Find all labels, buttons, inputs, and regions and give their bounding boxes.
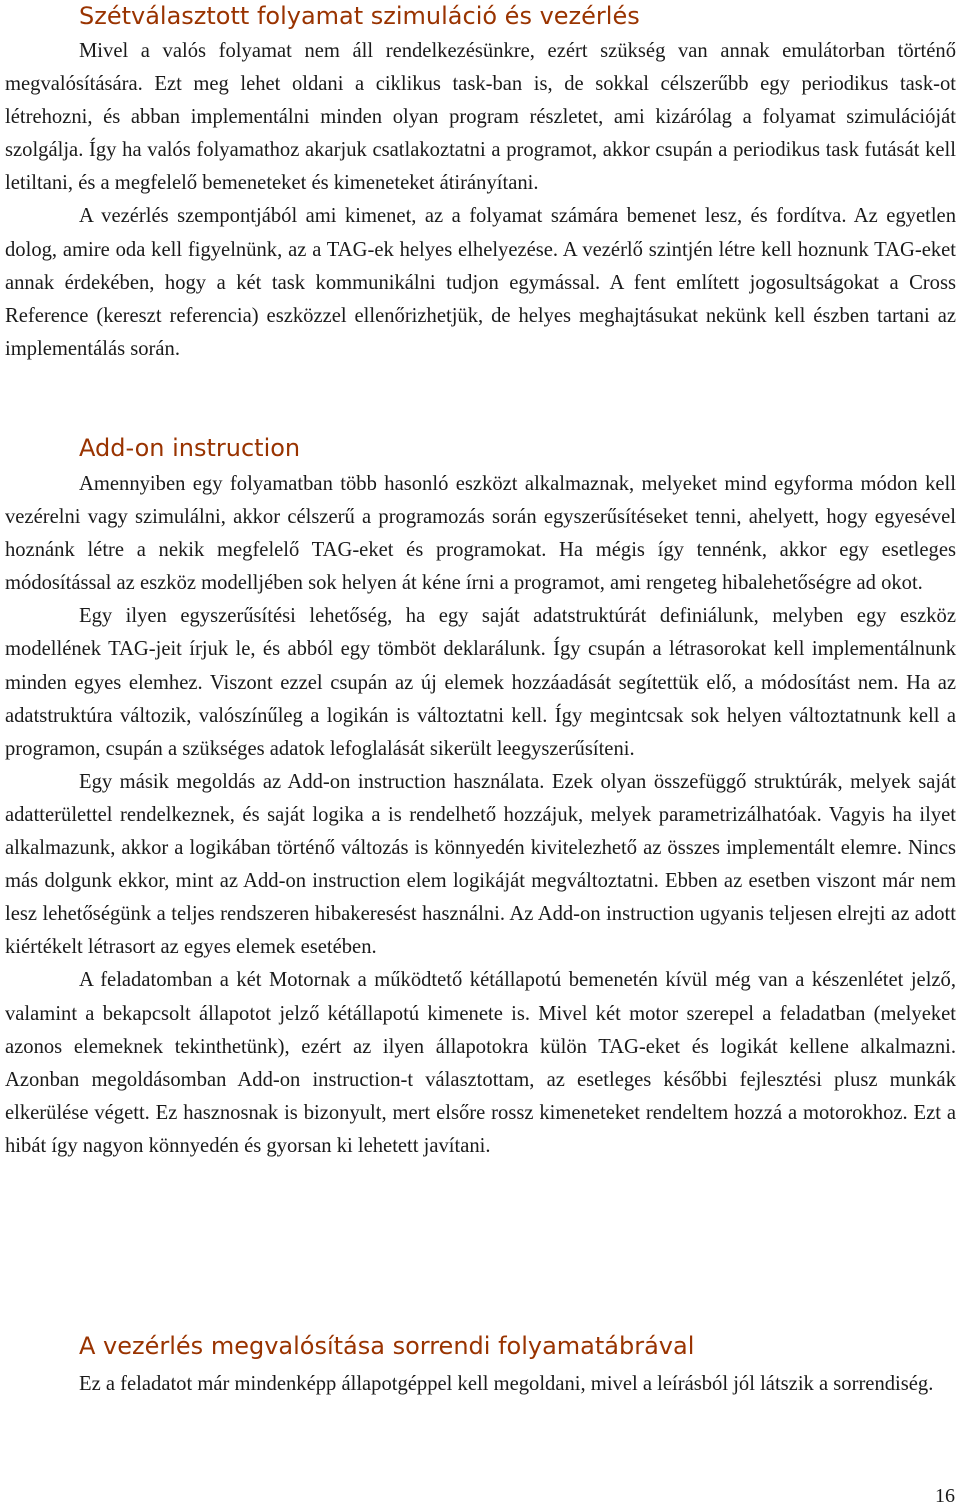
paragraph: Egy másik megoldás az Add-on instruction használata. Ezek olyan összefüggő struktúrák, melyek saját adatterülettel rendelkeznek, és saját logika a is rendelhető hozzájuk, melyek parametrizálhatóak. Vagyis ha ilyet alkalmazunk, akkor a logikában történő változás is könnyedén kivitelezhető az összes implementált elemre. Nincs más dolgunk ekkor, mint az Add-on instruction elem logikáját megváltoztatni. Ebben az esetben viszont már nem lesz lehetőségünk a teljes rendszeren hibakeresést használni. Az Add-on instruction ugyanis teljesen elrejti az adott kiértékelt létrasort az egyes elemek esetében. (5, 770, 956, 959)
paragraph: Ez a feladatot már mindenképp állapotgéppel kell megoldani, mivel a leírásból jól látszik a sorrendiség. (79, 1373, 934, 1395)
paragraph: Egy ilyen egyszerűsítési lehetőség, ha egy saját adatstruktúrát definiálunk, melyben egy eszköz modellének TAG-jeit írjuk le, és abból egy tömböt deklarálunk. Így csupán a létrasorokat kell implementálnunk minden egyes elemhez. Viszont ezzel csupán az új elemek hozzáadását segítettük elő, a módosítást nem. Ha az adatstruktúra változik, valószínűleg a logikán is változtatni kell. Így megintcsak sok helyen változtatnunk kell a programon, csupán a szükséges adatok lefoglalását sikerült leegyszerűsíteni. (5, 605, 956, 760)
paragraph: Amennyiben egy folyamatban több hasonló eszközt alkalmaznak, melyeket mind egyforma módon kell vezérelni vagy szimulálni, akkor célszerű a programozás során egyszerűsítéseket tenni, ahelyett, hogy egyesével hoznánk létre a nekik megfelelő TAG-eket és programokat. Ha mégis így tennénk, akkor egy esetleges módosítással az eszköz modelljében sok helyen át kéne írni a programot, ami rengeteg hibalehetőségre ad okot. (5, 473, 956, 595)
paragraph: Mivel a valós folyamat nem áll rendelkezésünkre, ezért szükség van annak emulátorban történő megvalósítására. Ezt meg lehet oldani a ciklikus task-ban is, de sokkal célszerűbb egy periodikus task-ot létrehozni, és abban implementálni minden olyan program részletet, ami kizárólag a folyamat szimulációját szolgálja. Így ha valós folyamathoz akarjuk csatlakoztatni a programot, akkor csupán a periodikus task futását kell letiltani, és a megfelelő bemeneteket és kimeneteket átirányítani. (5, 40, 956, 195)
section-body-sequential-flowchart (5, 1368, 956, 1401)
paragraph: A feladatomban a két Motornak a működtető kétállapotú bemenetén kívül még van a készenlétet jelző, valamint a bekapcsolt állapotot jelző kétállapotú kimenete is. Mivel két motor szerepel a feladatban (melyeket azonos elemeknek tekinthetünk), ezért az ilyen állapotokra külön TAG-eket és logikát kellene alkalmazni. Azonban megoldásomban Add-on instruction-t választottam, az esetleges későbbi fejlesztési plusz munkák elkerülése végett. Ez hasznosnak is bizonyult, mert elsőre rossz kimeneteket rendeltem hozzá a motorokhoz. Ezt a hibát így nagyon könnyedén és gyorsan ki lehetett javítani. (5, 969, 956, 1157)
section-heading-add-on-instruction: Add-on instruction (79, 434, 301, 462)
section-body-add-on-instruction (5, 468, 956, 1163)
section-body-simulation-control (5, 35, 956, 366)
section-heading-simulation-control: Szétválasztott folyamat szimuláció és vezérlés (79, 2, 640, 30)
section-heading-sequential-flowchart: A vezérlés megvalósítása sorrendi folyamatábrával (79, 1332, 695, 1360)
paragraph: A vezérlés szempontjából ami kimenet, az a folyamat számára bemenet lesz, és fordítva. Az egyetlen dolog, amire oda kell figyelnünk, az a TAG-ek helyes elhelyezése. A vezérlő szintjén létre kell hoznunk TAG-eket annak érdekében, hogy a két task kommunikálni tudjon egymással. A fent említett jogosultságokat a Cross Reference (kereszt referencia) eszközzel ellenőrizhetjük, de helyes meghajtásukat nekünk kell észben tartani az implementálás során. (5, 205, 956, 360)
page-number: 16 (935, 1485, 955, 1507)
